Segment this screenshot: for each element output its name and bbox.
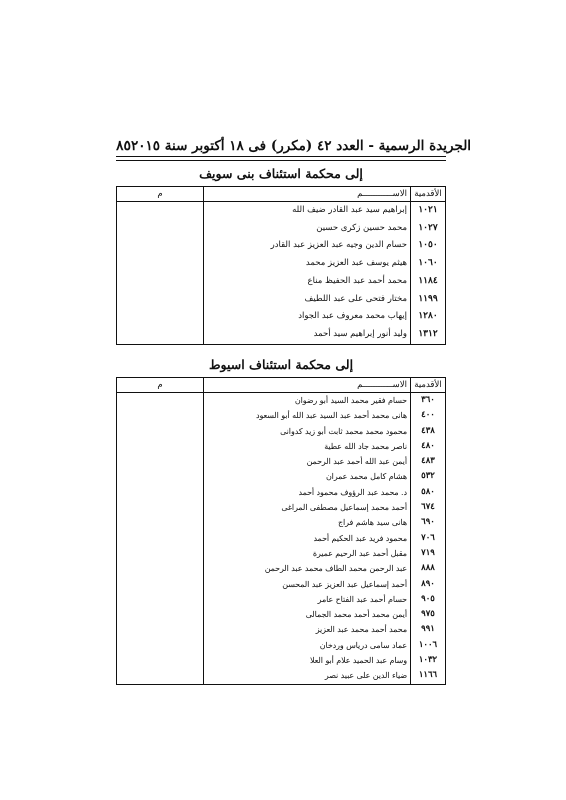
table-row — [117, 638, 446, 653]
page-header — [116, 132, 472, 154]
m-cell — [117, 408, 204, 423]
m-cell — [117, 439, 204, 454]
name-cell: محمد حسين زكرى حسين — [204, 220, 411, 238]
seniority-cell: ١٠٣٢ — [411, 653, 446, 668]
m-cell — [117, 454, 204, 469]
seniority-cell: ٦٧٤ — [411, 500, 446, 515]
table-row — [117, 326, 446, 344]
table-row — [117, 561, 446, 576]
seniority-cell: ٨٨٨ — [411, 561, 446, 576]
name-cell: مقبل أحمد عبد الرحيم عميرة — [204, 546, 411, 561]
table-row — [117, 653, 446, 668]
col-header-seniority: الأقدمية — [411, 378, 446, 393]
m-cell — [117, 638, 204, 653]
m-cell — [117, 561, 204, 576]
table-row — [117, 237, 446, 255]
name-cell: محمد أحمد عبد الحفيظ مناع — [204, 273, 411, 291]
seniority-cell: ٧٠٦ — [411, 531, 446, 546]
seniority-cell: ٩٠٥ — [411, 592, 446, 607]
m-cell — [117, 393, 204, 409]
name-cell: حسام فقير محمد السيد أبو رضوان — [204, 393, 411, 409]
seniority-cell: ٤٣٨ — [411, 424, 446, 439]
col-header-m: م — [117, 378, 204, 393]
m-cell — [117, 500, 204, 515]
table-row — [117, 607, 446, 622]
m-cell — [117, 668, 204, 684]
m-cell — [117, 592, 204, 607]
table-body-assiut — [117, 393, 446, 685]
table-row — [117, 291, 446, 309]
m-cell — [117, 577, 204, 592]
name-cell: د. محمد عبد الرؤوف محمود أحمد — [204, 485, 411, 500]
seniority-cell: ١٠٦٠ — [411, 255, 446, 273]
m-cell — [117, 607, 204, 622]
table-row — [117, 408, 446, 423]
m-cell — [117, 531, 204, 546]
table-row — [117, 622, 446, 637]
name-cell: حسام أحمد عبد الفتاح عامر — [204, 592, 411, 607]
table-beni-suef — [116, 186, 446, 345]
table-row — [117, 500, 446, 515]
seniority-cell: ٧١٩ — [411, 546, 446, 561]
table-row — [117, 202, 446, 220]
name-cell: عماد سامى درياس وردخان — [204, 638, 411, 653]
m-cell — [117, 220, 204, 238]
gazette-title: الجريدة الرسمية - العدد ٤٢ (مكرر) فى ١٨ أكتوبر سنة ٢٠١٥ — [131, 138, 472, 154]
section-title-assiut: إلى محكمة استئناف اسيوط — [208, 357, 354, 372]
name-cell: هانى سيد هاشم فراج — [204, 515, 411, 530]
col-header-m: م — [117, 187, 204, 202]
seniority-cell: ١٠٥٠ — [411, 237, 446, 255]
header-rule — [116, 156, 446, 161]
table-header-row — [117, 187, 446, 202]
m-cell — [117, 273, 204, 291]
m-cell — [117, 237, 204, 255]
seniority-cell: ٩٧٥ — [411, 607, 446, 622]
table-row — [117, 592, 446, 607]
table-row — [117, 546, 446, 561]
seniority-cell: ٤٨٣ — [411, 454, 446, 469]
table-row — [117, 531, 446, 546]
m-cell — [117, 326, 204, 344]
col-header-seniority: الأقدمية — [411, 187, 446, 202]
m-cell — [117, 485, 204, 500]
table-header-row — [117, 378, 446, 393]
col-header-name: الاســــــــــــم — [204, 187, 411, 202]
name-cell: أحمد إسماعيل عبد العزيز عبد المحسن — [204, 577, 411, 592]
seniority-cell: ٥٨٠ — [411, 485, 446, 500]
table-row — [117, 485, 446, 500]
seniority-cell: ٨٩٠ — [411, 577, 446, 592]
table-row — [117, 668, 446, 684]
table-assiut — [116, 377, 446, 685]
name-cell: حسام الدين وجيه عبد العزيز عبد القادر — [204, 237, 411, 255]
m-cell — [117, 622, 204, 637]
section-title-beni-suef: إلى محكمة استئناف بنى سويف — [199, 166, 363, 181]
name-cell: أيمن محمد أحمد محمد الجمالى — [204, 607, 411, 622]
name-cell: ناصر محمد جاد الله عطية — [204, 439, 411, 454]
table-row — [117, 454, 446, 469]
table-row — [117, 424, 446, 439]
m-cell — [117, 546, 204, 561]
m-cell — [117, 255, 204, 273]
table-row — [117, 469, 446, 484]
name-cell: هيثم يوسف عبد العزيز محمد — [204, 255, 411, 273]
name-cell: وسام عبد الحميد علام أبو العلا — [204, 653, 411, 668]
table-row — [117, 393, 446, 409]
seniority-cell: ٤٠٠ — [411, 408, 446, 423]
m-cell — [117, 515, 204, 530]
seniority-cell: ١٢٨٠ — [411, 308, 446, 326]
table-row — [117, 308, 446, 326]
seniority-cell: ١١٨٤ — [411, 273, 446, 291]
name-cell: إبراهيم سيد عبد القادر ضيف الله — [204, 202, 411, 220]
col-header-name: الاســــــــــــم — [204, 378, 411, 393]
table-body-beni-suef — [117, 202, 446, 345]
name-cell: أيمن عبد الله أحمد عبد الرحمن — [204, 454, 411, 469]
seniority-cell: ٩٩١ — [411, 622, 446, 637]
name-cell: محمود فريد عبد الحكيم أحمد — [204, 531, 411, 546]
table-row — [117, 439, 446, 454]
name-cell: هشام كامل محمد عمران — [204, 469, 411, 484]
page-number: ٨٥ — [116, 138, 132, 154]
seniority-cell: ١١٩٩ — [411, 291, 446, 309]
seniority-cell: ٦٩٠ — [411, 515, 446, 530]
name-cell: وليد أنور إبراهيم سيد أحمد — [204, 326, 411, 344]
name-cell: هانى محمد أحمد عبد السيد عبد الله أبو السعود — [204, 408, 411, 423]
seniority-cell: ٥٣٢ — [411, 469, 446, 484]
seniority-cell: ٤٨٠ — [411, 439, 446, 454]
m-cell — [117, 469, 204, 484]
seniority-cell: ٣٦٠ — [411, 393, 446, 409]
seniority-cell: ١٠٢١ — [411, 202, 446, 220]
table-row — [117, 273, 446, 291]
m-cell — [117, 308, 204, 326]
name-cell: عبد الرحمن محمد الطاف محمد عبد الرحمن — [204, 561, 411, 576]
seniority-cell: ١٠٢٧ — [411, 220, 446, 238]
seniority-cell: ١٠٠٦ — [411, 638, 446, 653]
m-cell — [117, 424, 204, 439]
seniority-cell: ١١٦٦ — [411, 668, 446, 684]
m-cell — [117, 202, 204, 220]
name-cell: محمد أحمد محمد عبد العزيز — [204, 622, 411, 637]
seniority-cell: ١٣١٢ — [411, 326, 446, 344]
name-cell: محمود محمد محمد ثابت أبو زيد كدوانى — [204, 424, 411, 439]
table-row — [117, 255, 446, 273]
name-cell: أحمد محمد إسماعيل مصطفى المراغى — [204, 500, 411, 515]
name-cell: مختار فتحى على عبد اللطيف — [204, 291, 411, 309]
name-cell: إيهاب محمد معروف عبد الجواد — [204, 308, 411, 326]
table-row — [117, 515, 446, 530]
name-cell: ضياء الدين على عبيد نصر — [204, 668, 411, 684]
m-cell — [117, 653, 204, 668]
table-row — [117, 220, 446, 238]
m-cell — [117, 291, 204, 309]
table-row — [117, 577, 446, 592]
